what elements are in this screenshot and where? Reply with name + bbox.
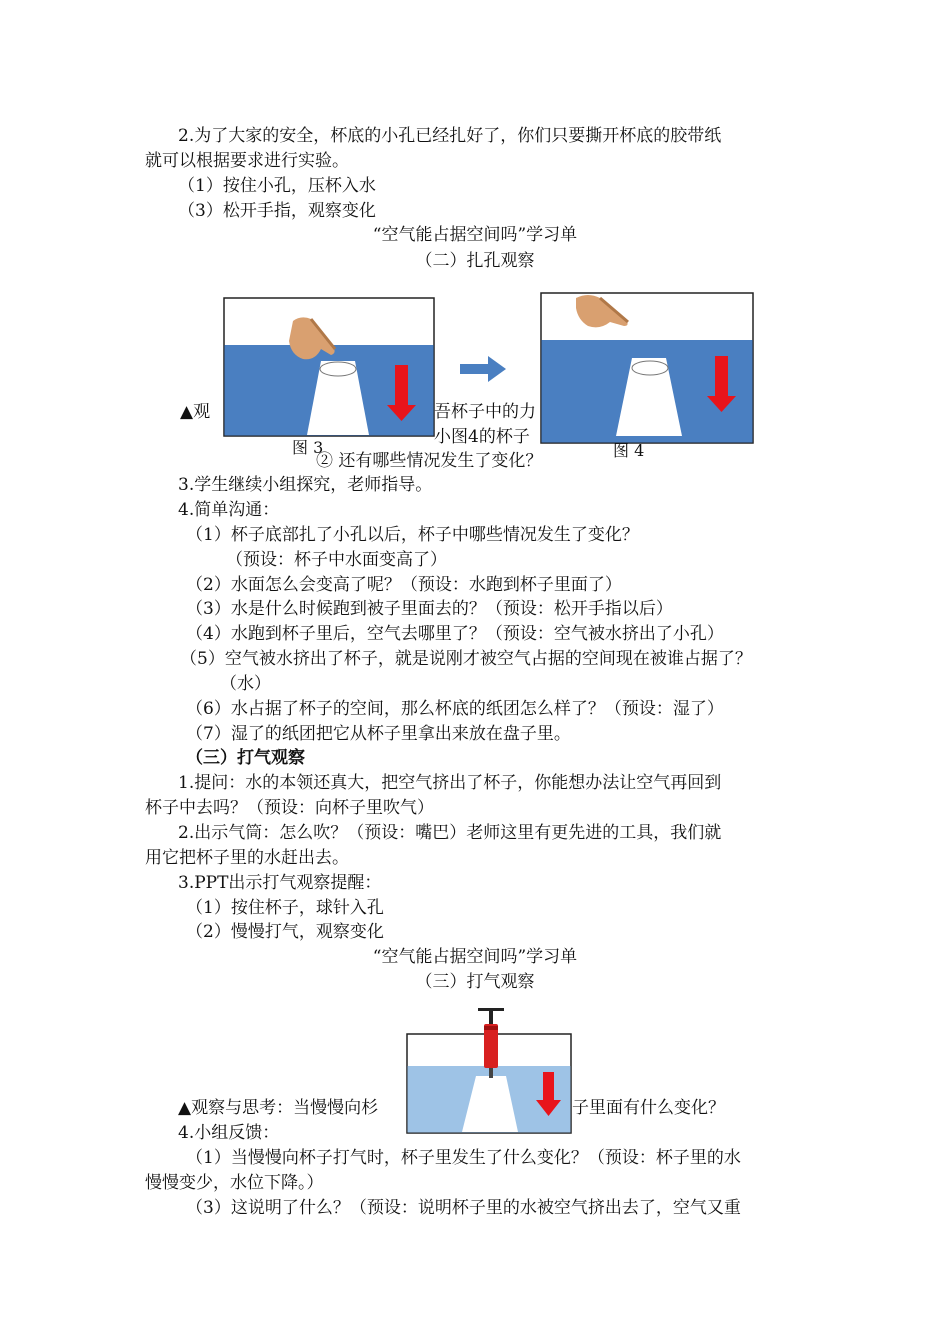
worksheet-subtitle-3: （三）打气观察: [415, 972, 535, 992]
question-2: ② 还有哪些情况发生了变化？: [316, 451, 543, 471]
para-2-line1: 2.为了大家的安全，杯底的小孔已经扎好了，你们只要撕开杯底的胶带纸: [178, 126, 722, 146]
figure-3-caption: 图 3: [292, 438, 324, 457]
comm-1-preset: （预设：杯子中水面变高了）: [226, 550, 447, 570]
feedback-1-line1: （1）当慢慢向杯子打气时，杯子里发生了什么变化？（预设：杯子里的水: [186, 1148, 741, 1168]
observe-text-mid-2: 小图4的杯子: [434, 427, 530, 447]
observe-label-left: ▲观: [180, 402, 211, 422]
pump-step-2: （2）慢慢打气，观察变化: [186, 922, 384, 942]
figure-4: [540, 292, 754, 448]
observe-3-left: ▲观察与思考：当慢慢向杉: [178, 1098, 379, 1118]
comm-5: （5）空气被水挤出了杯子，就是说刚才被空气占据的空间现在被谁占据了？: [180, 649, 752, 669]
comm-7: （7）湿了的纸团把它从杯子里拿出来放在盘子里。: [186, 724, 571, 744]
comm-3: （3）水是什么时候跑到被子里面去的？（预设：松开手指以后）: [186, 599, 673, 619]
comm-6: （6）水占据了杯子的空间，那么杯底的纸团怎么样了？（预设：湿了）: [186, 699, 724, 719]
question-1-line1: 1.提问：水的本领还真大，把空气挤出了杯子，你能想办法让空气再回到: [178, 773, 722, 793]
observe-text-mid-1: 吾杯子中的力: [434, 402, 536, 422]
question-2-line1: 2.出示气筒：怎么吹？（预设：嘴巴）老师这里有更先进的工具，我们就: [178, 823, 722, 843]
figure-pump: [406, 1002, 572, 1138]
comm-4: （4）水跑到杯子里后，空气去哪里了？（预设：空气被水挤出了小孔）: [186, 624, 724, 644]
worksheet-title-3: “空气能占据空间吗”学习单: [372, 947, 578, 967]
feedback-1-line2: 慢慢变少，水位下降。）: [145, 1173, 324, 1193]
question-1-line2: 杯子中去吗？（预设：向杯子里吹气）: [145, 798, 434, 818]
para-2-line2: 就可以根据要求进行实验。: [145, 151, 349, 171]
step-1: （1）按住小孔，压杯入水: [178, 176, 376, 196]
observe-3-right: 子里面有什么变化？: [572, 1098, 725, 1118]
pump-step-1: （1）按住杯子，球针入孔: [186, 898, 384, 918]
right-arrow-icon: [460, 356, 506, 386]
figure-3: [223, 297, 435, 441]
comm-2: （2）水面怎么会变高了呢？（预设：水跑到杯子里面了）: [186, 575, 622, 595]
group-feedback: 4.小组反馈：: [178, 1123, 280, 1143]
comm-5-answer: （水）: [220, 674, 271, 694]
worksheet-title: “空气能占据空间吗”学习单: [372, 225, 578, 245]
step-3: （3）松开手指，观察变化: [178, 201, 376, 221]
para-4: 4.简单沟通：: [178, 500, 280, 520]
section-heading-3: （三）打气观察: [186, 748, 305, 768]
figure-4-caption: 图 4: [613, 441, 645, 460]
question-2-line2: 用它把杯子里的水赶出去。: [145, 848, 349, 868]
question-3: 3.PPT出示打气观察提醒：: [178, 873, 382, 893]
comm-1: （1）杯子底部扎了小孔以后，杯子中哪些情况发生了变化？: [186, 525, 639, 545]
para-3: 3.学生继续小组探究，老师指导。: [178, 475, 433, 495]
worksheet-subtitle-2: （二）扎孔观察: [415, 251, 535, 271]
feedback-3: （3）这说明了什么？（预设：说明杯子里的水被空气挤出去了，空气又重: [186, 1198, 741, 1218]
